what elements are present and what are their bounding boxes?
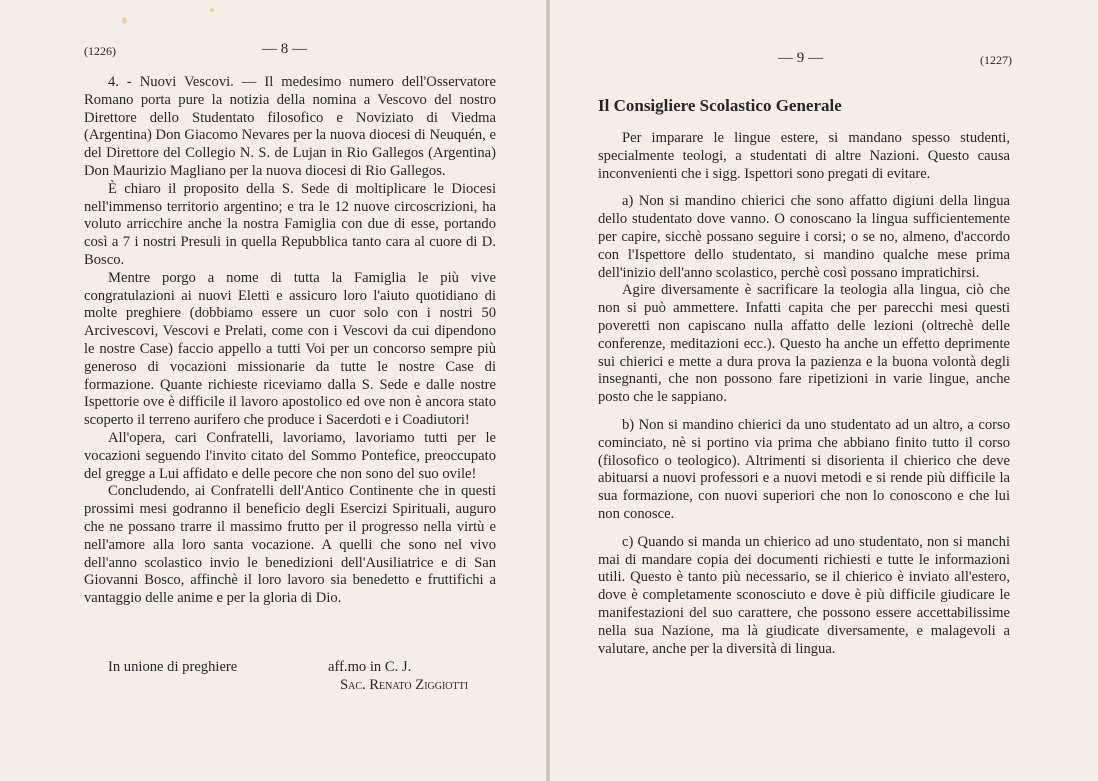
paragraph: Per imparare le lingue estere, si mandano spesso studenti, specialmente teologi, a studentati di altre Nazioni. Questo causa inconvenienti che i sigg. Ispettori sono pregati di evitare. [598, 130, 1010, 182]
signature-name: Sac. Renato Ziggiotti [340, 677, 469, 693]
left-page [0, 0, 548, 781]
paragraph: Mentre porgo a nome di tutta la Famiglia le più vive congratulazioni ai nuovi Eletti e assicuro loro l'aiuto quotidiano di molte preghiere (dobbiamo essere un cuor solo con i nostri 50 Arcivescovi, Vescovi e Prelati, come con i Vescovi da cui dipendono le nostre Case) faccio appello a tutti Voi per un concorso sempre più generoso di vocazioni missionarie da tutte le nostre Case di formazione. Quante richieste riceviamo dalla S. Sede e dalle nostre Ispettorie ove è difficile il lavoro apostolico ed ove non è ancora stato scoperto il terreno aurifero che produce i Sacerdoti e i Coadiutori! [84, 269, 496, 429]
paragraph: Agire diversamente è sacrificare la teologia alla lingua, ciò che non si può ammettere. Infatti capita che per parecchi mesi questi poveretti non capiscano nulla affatto delle lezioni (oltrechè delle conferenze, meditazioni ecc.). Questo ha anche un effetto deprimente sui chierici e mette a dura prova la pazienza e la buona volontà degli insegnanti, che non possono fare ripetizioni in varie lingue, anche posto che le sappiano. [598, 282, 1010, 406]
right-page [548, 0, 1098, 781]
paper-stain [122, 17, 127, 24]
paper-stain [210, 8, 214, 12]
paragraph: a) Non si mandino chierici che sono affatto digiuni della lingua dello studentato dove vanno. O conoscano la lingua sufficientemente per capire, sicchè possano seguire i corsi; o se no, almeno, d'accordo con l'Ispettore dello studentato, si mandino qualche mese prima dell'inizio dell'anno scolastico, perchè così possano impratichirsi. [598, 193, 1010, 281]
page-number-right: — 9 — [778, 50, 823, 66]
right-body [598, 130, 1010, 658]
page-number-left: — 8 — [262, 41, 307, 57]
signature-aff: aff.mo in C. J. [328, 659, 412, 675]
paragraph: Concludendo, ai Confratelli dell'Antico Continente che in questi prossimi mesi godranno il beneficio degli Esercizi Spirituali, auguro che ne possano trarre il massimo frutto per il progresso nella virtù e nell'amore alla loro santa vocazione. A quelli che sono nel vivo dell'anno scolastico invio le benedizioni dell'Ausiliatrice e di San Giovanni Bosco, affinchè il loro lavoro sia benedetto e fruttifichi a vantaggio delle anime e per la gloria di Dio. [84, 483, 496, 607]
paragraph: All'opera, cari Confratelli, lavoriamo, lavoriamo tutti per le vocazioni seguendo l'invito citato del Sommo Pontefice, preoccupato del gregge a Lui affidato e delle pecore che non sono del suo ovile! [84, 429, 496, 482]
paragraph: c) Quando si manda un chierico ad uno studentato, non si manchi mai di mandare copia dei documenti richiesti e tutte le informazioni utili. Questo è tanto più necessario, se il chierico è inviato all'estero, dove è completamente sconosciuto e dove è più difficile giudicare le manifestazioni del suo carattere, che possono essere accettabilissime nella sua Nazione, ma là giudicate diversamente, e malagevoli a valutare, anche per la diversità di lingua. [598, 533, 1010, 657]
page-code-right: (1227) [980, 53, 1012, 67]
page-code-left: (1226) [84, 44, 116, 58]
paragraph: 4. - Nuovi Vescovi. — Il medesimo numero dell'Osservatore Romano porta pure la notizia della nomina a Vescovo del nostro Direttore dello Studentato filosofico e Noviziato di Viedma (Argentina) Don Giacomo Nevares per la nuova diocesi di Neuquén, e del Direttore del Collegio N. S. de Lujan in Rio Gallegos (Argentina) Don Maurizio Magliano per la nuova diocesi di Rio Gallegos. [84, 74, 496, 179]
paragraph: È chiaro il proposito della S. Sede di moltiplicare le Diocesi nell'immenso territorio argentino; e tra le 12 nuove circoscrizioni, ha voluto arricchire anche la nostra Famiglia con due di esse, portando così a 7 i nostri Presuli in quella Repubblica tanto cara al cuore di D. Bosco. [84, 180, 496, 268]
section-title: Il Consigliere Scolastico Generale [598, 96, 842, 115]
book-gutter [546, 0, 550, 781]
left-body [84, 74, 496, 608]
paragraph: b) Non si mandino chierici da uno studentato ad un altro, a corso cominciato, nè si portino via prima che abbiano finito tutto il corso (filosofico o teologico). Altrimenti si disorienta il chierico che deve abituarsi a nuovi professori e a nuovi metodi e si rende più difficile la sua formazione, con nuovi superiori che non lo conoscono e che lui non conosce. [598, 416, 1010, 522]
closing-greeting: In unione di preghiere [108, 659, 238, 675]
